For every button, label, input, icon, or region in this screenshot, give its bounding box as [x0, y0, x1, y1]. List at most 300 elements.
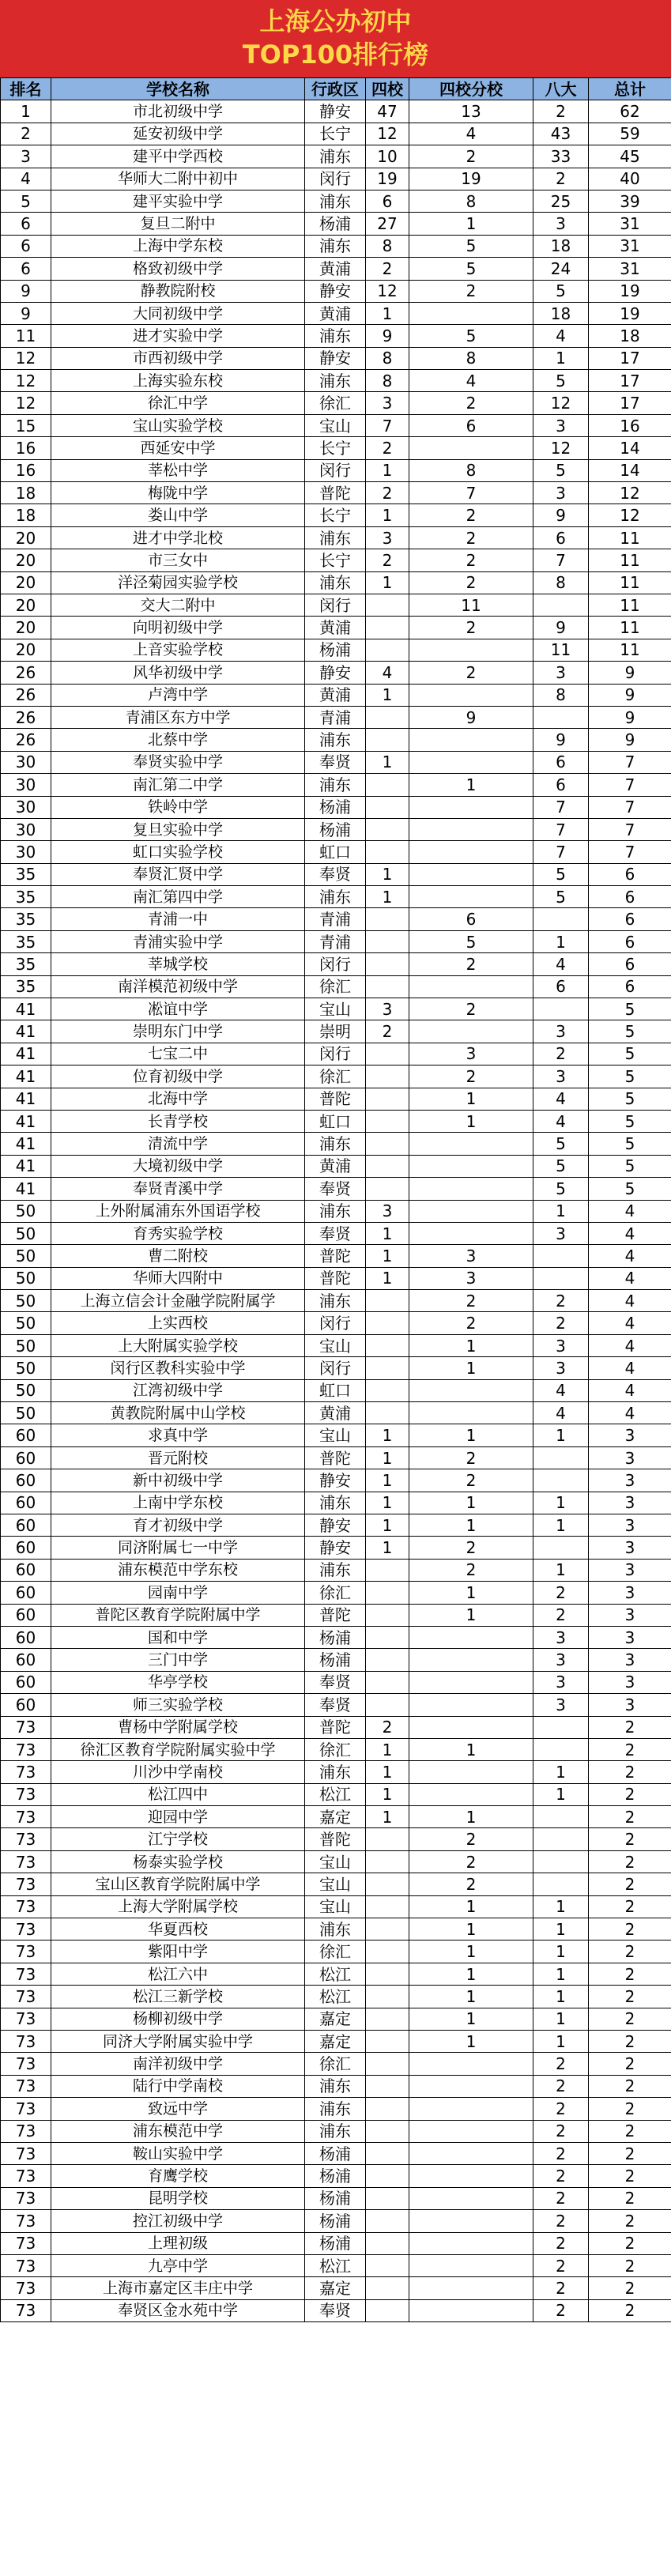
eight-cell: 4 — [533, 953, 589, 975]
table-body — [1, 100, 671, 2322]
school-name-cell: 闵行区教科实验中学 — [51, 1357, 305, 1379]
total-cell: 2 — [589, 1783, 671, 1805]
table-row — [1, 1133, 671, 1155]
rank-cell: 20 — [1, 639, 51, 661]
eight-cell: 24 — [533, 258, 589, 280]
total-cell: 2 — [589, 1716, 671, 1738]
school-name-cell: 延安初级中学 — [51, 123, 305, 145]
four-schools-cell — [366, 1559, 409, 1581]
eight-cell: 3 — [533, 1020, 589, 1043]
rank-cell: 60 — [1, 1582, 51, 1604]
eight-cell: 1 — [533, 2008, 589, 2030]
district-cell: 徐汇 — [305, 392, 366, 414]
total-cell: 2 — [589, 2008, 671, 2030]
eight-cell: 2 — [533, 2232, 589, 2254]
total-cell: 4 — [589, 1222, 671, 1244]
four-schools-cell: 1 — [366, 886, 409, 908]
eight-cell: 5 — [533, 1133, 589, 1155]
rank-cell: 60 — [1, 1694, 51, 1716]
total-cell: 5 — [589, 1020, 671, 1043]
eight-cell: 2 — [533, 2142, 589, 2164]
four-schools-cell: 1 — [366, 1492, 409, 1514]
four-schools-cell — [366, 1850, 409, 1873]
total-cell: 9 — [589, 729, 671, 751]
district-cell: 黄浦 — [305, 302, 366, 324]
table-row — [1, 1110, 671, 1132]
total-cell: 3 — [589, 1514, 671, 1537]
branch-cell: 2 — [409, 526, 533, 549]
rank-cell: 6 — [1, 213, 51, 235]
school-name-cell: 上海市嘉定区丰庄中学 — [51, 2277, 305, 2299]
district-cell: 浦东 — [305, 1492, 366, 1514]
four-schools-cell: 3 — [366, 392, 409, 414]
table-row — [1, 1828, 671, 1850]
table-row — [1, 2075, 671, 2097]
school-name-cell: 上实西校 — [51, 1312, 305, 1334]
four-schools-cell: 1 — [366, 863, 409, 885]
rank-cell: 50 — [1, 1379, 51, 1401]
four-schools-cell — [366, 1828, 409, 1850]
rank-cell: 16 — [1, 437, 51, 459]
total-cell: 6 — [589, 953, 671, 975]
eight-cell: 9 — [533, 617, 589, 639]
rank-cell: 41 — [1, 1065, 51, 1088]
four-schools-cell — [366, 1940, 409, 1963]
school-name-cell: 求真中学 — [51, 1424, 305, 1446]
four-schools-cell — [366, 841, 409, 863]
district-cell: 长宁 — [305, 549, 366, 571]
district-cell: 闵行 — [305, 168, 366, 190]
total-cell: 2 — [589, 1918, 671, 1940]
school-name-cell: 园南中学 — [51, 1582, 305, 1604]
district-cell: 虹口 — [305, 1379, 366, 1401]
rank-cell: 1 — [1, 100, 51, 123]
eight-cell: 6 — [533, 975, 589, 998]
branch-cell: 1 — [409, 1963, 533, 1985]
table-row — [1, 774, 671, 796]
branch-cell: 1 — [409, 1357, 533, 1379]
branch-cell: 3 — [409, 1245, 533, 1267]
school-name-cell: 进才中学北校 — [51, 526, 305, 549]
four-schools-cell: 2 — [366, 437, 409, 459]
branch-cell: 1 — [409, 1895, 533, 1918]
district-cell: 嘉定 — [305, 2008, 366, 2030]
eight-cell — [533, 594, 589, 616]
rank-cell: 73 — [1, 2142, 51, 2164]
table-row — [1, 639, 671, 661]
district-cell: 嘉定 — [305, 2030, 366, 2052]
branch-cell — [409, 729, 533, 751]
four-schools-cell: 1 — [366, 1761, 409, 1783]
four-schools-cell — [366, 1357, 409, 1379]
four-schools-cell: 1 — [366, 1245, 409, 1267]
total-cell: 4 — [589, 1334, 671, 1356]
total-cell: 45 — [589, 145, 671, 168]
eight-cell: 1 — [533, 1783, 589, 1805]
eight-cell: 12 — [533, 437, 589, 459]
four-schools-cell: 1 — [366, 1514, 409, 1537]
eight-cell: 43 — [533, 123, 589, 145]
eight-cell: 3 — [533, 1065, 589, 1088]
rank-cell: 30 — [1, 774, 51, 796]
total-cell: 12 — [589, 482, 671, 504]
four-schools-cell: 10 — [366, 145, 409, 168]
four-schools-cell — [366, 1290, 409, 1312]
district-cell: 闵行 — [305, 1357, 366, 1379]
branch-cell: 19 — [409, 168, 533, 190]
total-cell: 5 — [589, 1178, 671, 1200]
table-row — [1, 1379, 671, 1401]
rank-cell: 73 — [1, 1761, 51, 1783]
district-cell: 浦东 — [305, 1918, 366, 1940]
school-name-cell: 江宁学校 — [51, 1828, 305, 1850]
school-name-cell: 南汇第二中学 — [51, 774, 305, 796]
four-schools-cell — [366, 1312, 409, 1334]
branch-cell — [409, 1178, 533, 1200]
school-name-cell: 九亭中学 — [51, 2254, 305, 2276]
branch-cell — [409, 2187, 533, 2209]
branch-cell: 1 — [409, 1088, 533, 1110]
district-cell: 杨浦 — [305, 213, 366, 235]
branch-cell: 1 — [409, 1514, 533, 1537]
rank-cell: 60 — [1, 1559, 51, 1581]
table-row — [1, 1514, 671, 1537]
four-schools-cell — [366, 1649, 409, 1671]
rank-cell: 73 — [1, 1783, 51, 1805]
table-row — [1, 1178, 671, 1200]
four-schools-cell — [366, 975, 409, 998]
eight-cell: 18 — [533, 302, 589, 324]
four-schools-cell — [366, 1918, 409, 1940]
district-cell: 静安 — [305, 1514, 366, 1537]
school-name-cell: 迎园中学 — [51, 1806, 305, 1828]
total-cell: 6 — [589, 908, 671, 930]
rank-cell: 60 — [1, 1671, 51, 1693]
four-schools-cell — [366, 1604, 409, 1626]
four-schools-cell — [366, 1986, 409, 2008]
branch-cell: 2 — [409, 280, 533, 302]
eight-cell: 7 — [533, 796, 589, 818]
total-cell: 2 — [589, 2277, 671, 2299]
rank-cell: 60 — [1, 1514, 51, 1537]
school-name-cell: 曹二附校 — [51, 1245, 305, 1267]
district-cell: 长宁 — [305, 437, 366, 459]
branch-cell — [409, 1716, 533, 1738]
rank-cell: 73 — [1, 1873, 51, 1895]
four-schools-cell: 2 — [366, 258, 409, 280]
district-cell: 普陀 — [305, 1088, 366, 1110]
four-schools-cell: 1 — [366, 459, 409, 481]
four-schools-cell — [366, 1178, 409, 1200]
rank-cell: 4 — [1, 168, 51, 190]
eight-cell: 2 — [533, 2165, 589, 2187]
table-row — [1, 1290, 671, 1312]
eight-cell: 2 — [533, 168, 589, 190]
four-schools-cell — [366, 930, 409, 952]
eight-cell — [533, 706, 589, 728]
table-row — [1, 2030, 671, 2052]
four-schools-cell — [366, 2142, 409, 2164]
table-row — [1, 1088, 671, 1110]
total-cell: 9 — [589, 706, 671, 728]
district-cell: 奉贤 — [305, 1178, 366, 1200]
table-row — [1, 863, 671, 885]
table-row — [1, 2232, 671, 2254]
district-cell: 青浦 — [305, 706, 366, 728]
school-name-cell: 松江三新学校 — [51, 1986, 305, 2008]
district-cell: 杨浦 — [305, 818, 366, 840]
total-cell: 18 — [589, 325, 671, 347]
school-name-cell: 松江六中 — [51, 1963, 305, 1985]
district-cell: 奉贤 — [305, 863, 366, 885]
four-schools-cell — [366, 1895, 409, 1918]
district-cell: 奉贤 — [305, 2299, 366, 2321]
district-cell: 杨浦 — [305, 2142, 366, 2164]
table-row — [1, 1918, 671, 1940]
title-line2: TOP100排行榜 — [242, 40, 429, 70]
branch-cell — [409, 2254, 533, 2276]
total-cell: 2 — [589, 1986, 671, 2008]
branch-cell: 2 — [409, 1290, 533, 1312]
table-row — [1, 280, 671, 302]
district-cell: 长宁 — [305, 504, 366, 526]
rank-cell: 3 — [1, 145, 51, 168]
total-cell: 3 — [589, 1537, 671, 1559]
eight-cell — [533, 1873, 589, 1895]
col-district-header: 行政区 — [305, 78, 366, 100]
eight-cell: 7 — [533, 841, 589, 863]
total-cell: 6 — [589, 886, 671, 908]
rank-cell: 73 — [1, 2008, 51, 2030]
rank-cell: 6 — [1, 258, 51, 280]
table-row — [1, 1200, 671, 1222]
district-cell: 静安 — [305, 100, 366, 123]
table-row — [1, 504, 671, 526]
table-row — [1, 1267, 671, 1289]
table-row — [1, 2187, 671, 2209]
school-name-cell: 梅陇中学 — [51, 482, 305, 504]
total-cell: 2 — [589, 2254, 671, 2276]
school-name-cell: 青浦区东方中学 — [51, 706, 305, 728]
table-row — [1, 2277, 671, 2299]
total-cell: 14 — [589, 459, 671, 481]
total-cell: 3 — [589, 1559, 671, 1581]
school-name-cell: 鞍山实验中学 — [51, 2142, 305, 2164]
total-cell: 6 — [589, 863, 671, 885]
school-name-cell: 市西初级中学 — [51, 347, 305, 369]
rank-cell: 26 — [1, 706, 51, 728]
eight-cell: 4 — [533, 1402, 589, 1424]
branch-cell: 1 — [409, 1110, 533, 1132]
school-name-cell: 上海实验东校 — [51, 370, 305, 392]
branch-cell: 1 — [409, 2030, 533, 2052]
branch-cell: 2 — [409, 549, 533, 571]
table-row — [1, 975, 671, 998]
four-schools-cell: 9 — [366, 325, 409, 347]
col-school-header: 学校名称 — [51, 78, 305, 100]
table-row — [1, 617, 671, 639]
rank-cell: 16 — [1, 459, 51, 481]
rank-cell: 50 — [1, 1402, 51, 1424]
school-name-cell: 卢湾中学 — [51, 684, 305, 706]
four-schools-cell: 1 — [366, 1738, 409, 1760]
branch-cell — [409, 1379, 533, 1401]
rank-cell: 30 — [1, 751, 51, 773]
school-name-cell: 洋泾菊园实验学校 — [51, 571, 305, 594]
school-name-cell: 位育初级中学 — [51, 1065, 305, 1088]
district-cell: 青浦 — [305, 908, 366, 930]
rank-cell: 73 — [1, 2187, 51, 2209]
table-row — [1, 123, 671, 145]
total-cell: 6 — [589, 975, 671, 998]
rank-cell: 73 — [1, 2165, 51, 2187]
rank-cell: 60 — [1, 1604, 51, 1626]
four-schools-cell — [366, 639, 409, 661]
total-cell: 5 — [589, 1155, 671, 1177]
eight-cell: 9 — [533, 729, 589, 751]
school-name-cell: 三门中学 — [51, 1649, 305, 1671]
district-cell: 杨浦 — [305, 2165, 366, 2187]
school-name-cell: 国和中学 — [51, 1626, 305, 1648]
school-name-cell: 新中初级中学 — [51, 1469, 305, 1492]
school-name-cell: 曹杨中学附属学校 — [51, 1716, 305, 1738]
district-cell: 松江 — [305, 2254, 366, 2276]
school-name-cell: 奉贤区金水苑中学 — [51, 2299, 305, 2321]
school-name-cell: 清流中学 — [51, 1133, 305, 1155]
district-cell: 浦东 — [305, 1559, 366, 1581]
eight-cell: 12 — [533, 392, 589, 414]
four-schools-cell — [366, 2075, 409, 2097]
eight-cell — [533, 908, 589, 930]
total-cell: 7 — [589, 774, 671, 796]
district-cell: 闵行 — [305, 1043, 366, 1065]
district-cell: 闵行 — [305, 1312, 366, 1334]
rank-cell: 41 — [1, 1088, 51, 1110]
eight-cell: 1 — [533, 1559, 589, 1581]
table-row — [1, 729, 671, 751]
rank-cell: 30 — [1, 841, 51, 863]
eight-cell: 3 — [533, 414, 589, 436]
eight-cell: 7 — [533, 818, 589, 840]
col-four-schools-header: 四校 — [366, 78, 409, 100]
four-schools-cell: 4 — [366, 662, 409, 684]
district-cell: 黄浦 — [305, 1402, 366, 1424]
four-schools-cell — [366, 2098, 409, 2120]
branch-cell: 1 — [409, 213, 533, 235]
branch-cell — [409, 818, 533, 840]
eight-cell: 1 — [533, 1895, 589, 1918]
four-schools-cell — [366, 1402, 409, 1424]
eight-cell: 5 — [533, 863, 589, 885]
branch-cell: 2 — [409, 504, 533, 526]
district-cell: 浦东 — [305, 235, 366, 257]
four-schools-cell — [366, 2053, 409, 2075]
eight-cell: 3 — [533, 662, 589, 684]
table-row — [1, 2142, 671, 2164]
branch-cell: 7 — [409, 482, 533, 504]
district-cell: 浦东 — [305, 729, 366, 751]
branch-cell: 1 — [409, 1604, 533, 1626]
total-cell: 4 — [589, 1200, 671, 1222]
four-schools-cell — [366, 2030, 409, 2052]
branch-cell — [409, 2299, 533, 2321]
four-schools-cell — [366, 796, 409, 818]
branch-cell — [409, 2165, 533, 2187]
eight-cell: 2 — [533, 2053, 589, 2075]
eight-cell — [533, 1245, 589, 1267]
table-row — [1, 1222, 671, 1244]
school-name-cell: 紫阳中学 — [51, 1940, 305, 1963]
eight-cell: 6 — [533, 526, 589, 549]
branch-cell — [409, 2210, 533, 2232]
school-name-cell: 建平中学西校 — [51, 145, 305, 168]
school-name-cell: 宝山区教育学院附属中学 — [51, 1873, 305, 1895]
branch-cell — [409, 1626, 533, 1648]
school-name-cell: 上海大学附属学校 — [51, 1895, 305, 1918]
rank-cell: 20 — [1, 526, 51, 549]
total-cell: 11 — [589, 594, 671, 616]
school-name-cell: 上海立信会计金融学院附属学 — [51, 1290, 305, 1312]
table-row — [1, 2299, 671, 2321]
four-schools-cell: 1 — [366, 1469, 409, 1492]
branch-cell: 1 — [409, 1738, 533, 1760]
total-cell: 3 — [589, 1671, 671, 1693]
table-row — [1, 1694, 671, 1716]
school-name-cell: 莘松中学 — [51, 459, 305, 481]
district-cell: 浦东 — [305, 571, 366, 594]
district-cell: 普陀 — [305, 482, 366, 504]
rank-cell: 26 — [1, 662, 51, 684]
table-row — [1, 662, 671, 684]
four-schools-cell — [366, 1626, 409, 1648]
branch-cell: 4 — [409, 123, 533, 145]
rank-cell: 41 — [1, 1155, 51, 1177]
rank-cell: 73 — [1, 2030, 51, 2052]
rank-cell: 73 — [1, 1986, 51, 2008]
total-cell: 3 — [589, 1424, 671, 1446]
four-schools-cell: 2 — [366, 549, 409, 571]
rank-cell: 41 — [1, 1020, 51, 1043]
branch-cell: 9 — [409, 706, 533, 728]
rank-cell: 35 — [1, 908, 51, 930]
table-row — [1, 1738, 671, 1760]
table-row — [1, 1020, 671, 1043]
district-cell: 杨浦 — [305, 2187, 366, 2209]
four-schools-cell: 1 — [366, 1267, 409, 1289]
district-cell: 杨浦 — [305, 2210, 366, 2232]
total-cell: 7 — [589, 841, 671, 863]
four-schools-cell: 2 — [366, 482, 409, 504]
table-row — [1, 998, 671, 1020]
eight-cell: 11 — [533, 639, 589, 661]
eight-cell: 1 — [533, 1492, 589, 1514]
branch-cell — [409, 1783, 533, 1805]
table-row — [1, 482, 671, 504]
table-row — [1, 302, 671, 324]
school-name-cell: 铁岭中学 — [51, 796, 305, 818]
rank-cell: 50 — [1, 1357, 51, 1379]
school-name-cell: 浦东模范中学 — [51, 2120, 305, 2142]
col-rank-header: 排名 — [1, 78, 51, 100]
four-schools-cell — [366, 2277, 409, 2299]
total-cell: 2 — [589, 2299, 671, 2321]
branch-cell: 3 — [409, 1267, 533, 1289]
school-name-cell: 莘城学校 — [51, 953, 305, 975]
rank-cell: 50 — [1, 1290, 51, 1312]
four-schools-cell: 2 — [366, 1716, 409, 1738]
district-cell: 松江 — [305, 1783, 366, 1805]
eight-cell: 4 — [533, 1379, 589, 1401]
